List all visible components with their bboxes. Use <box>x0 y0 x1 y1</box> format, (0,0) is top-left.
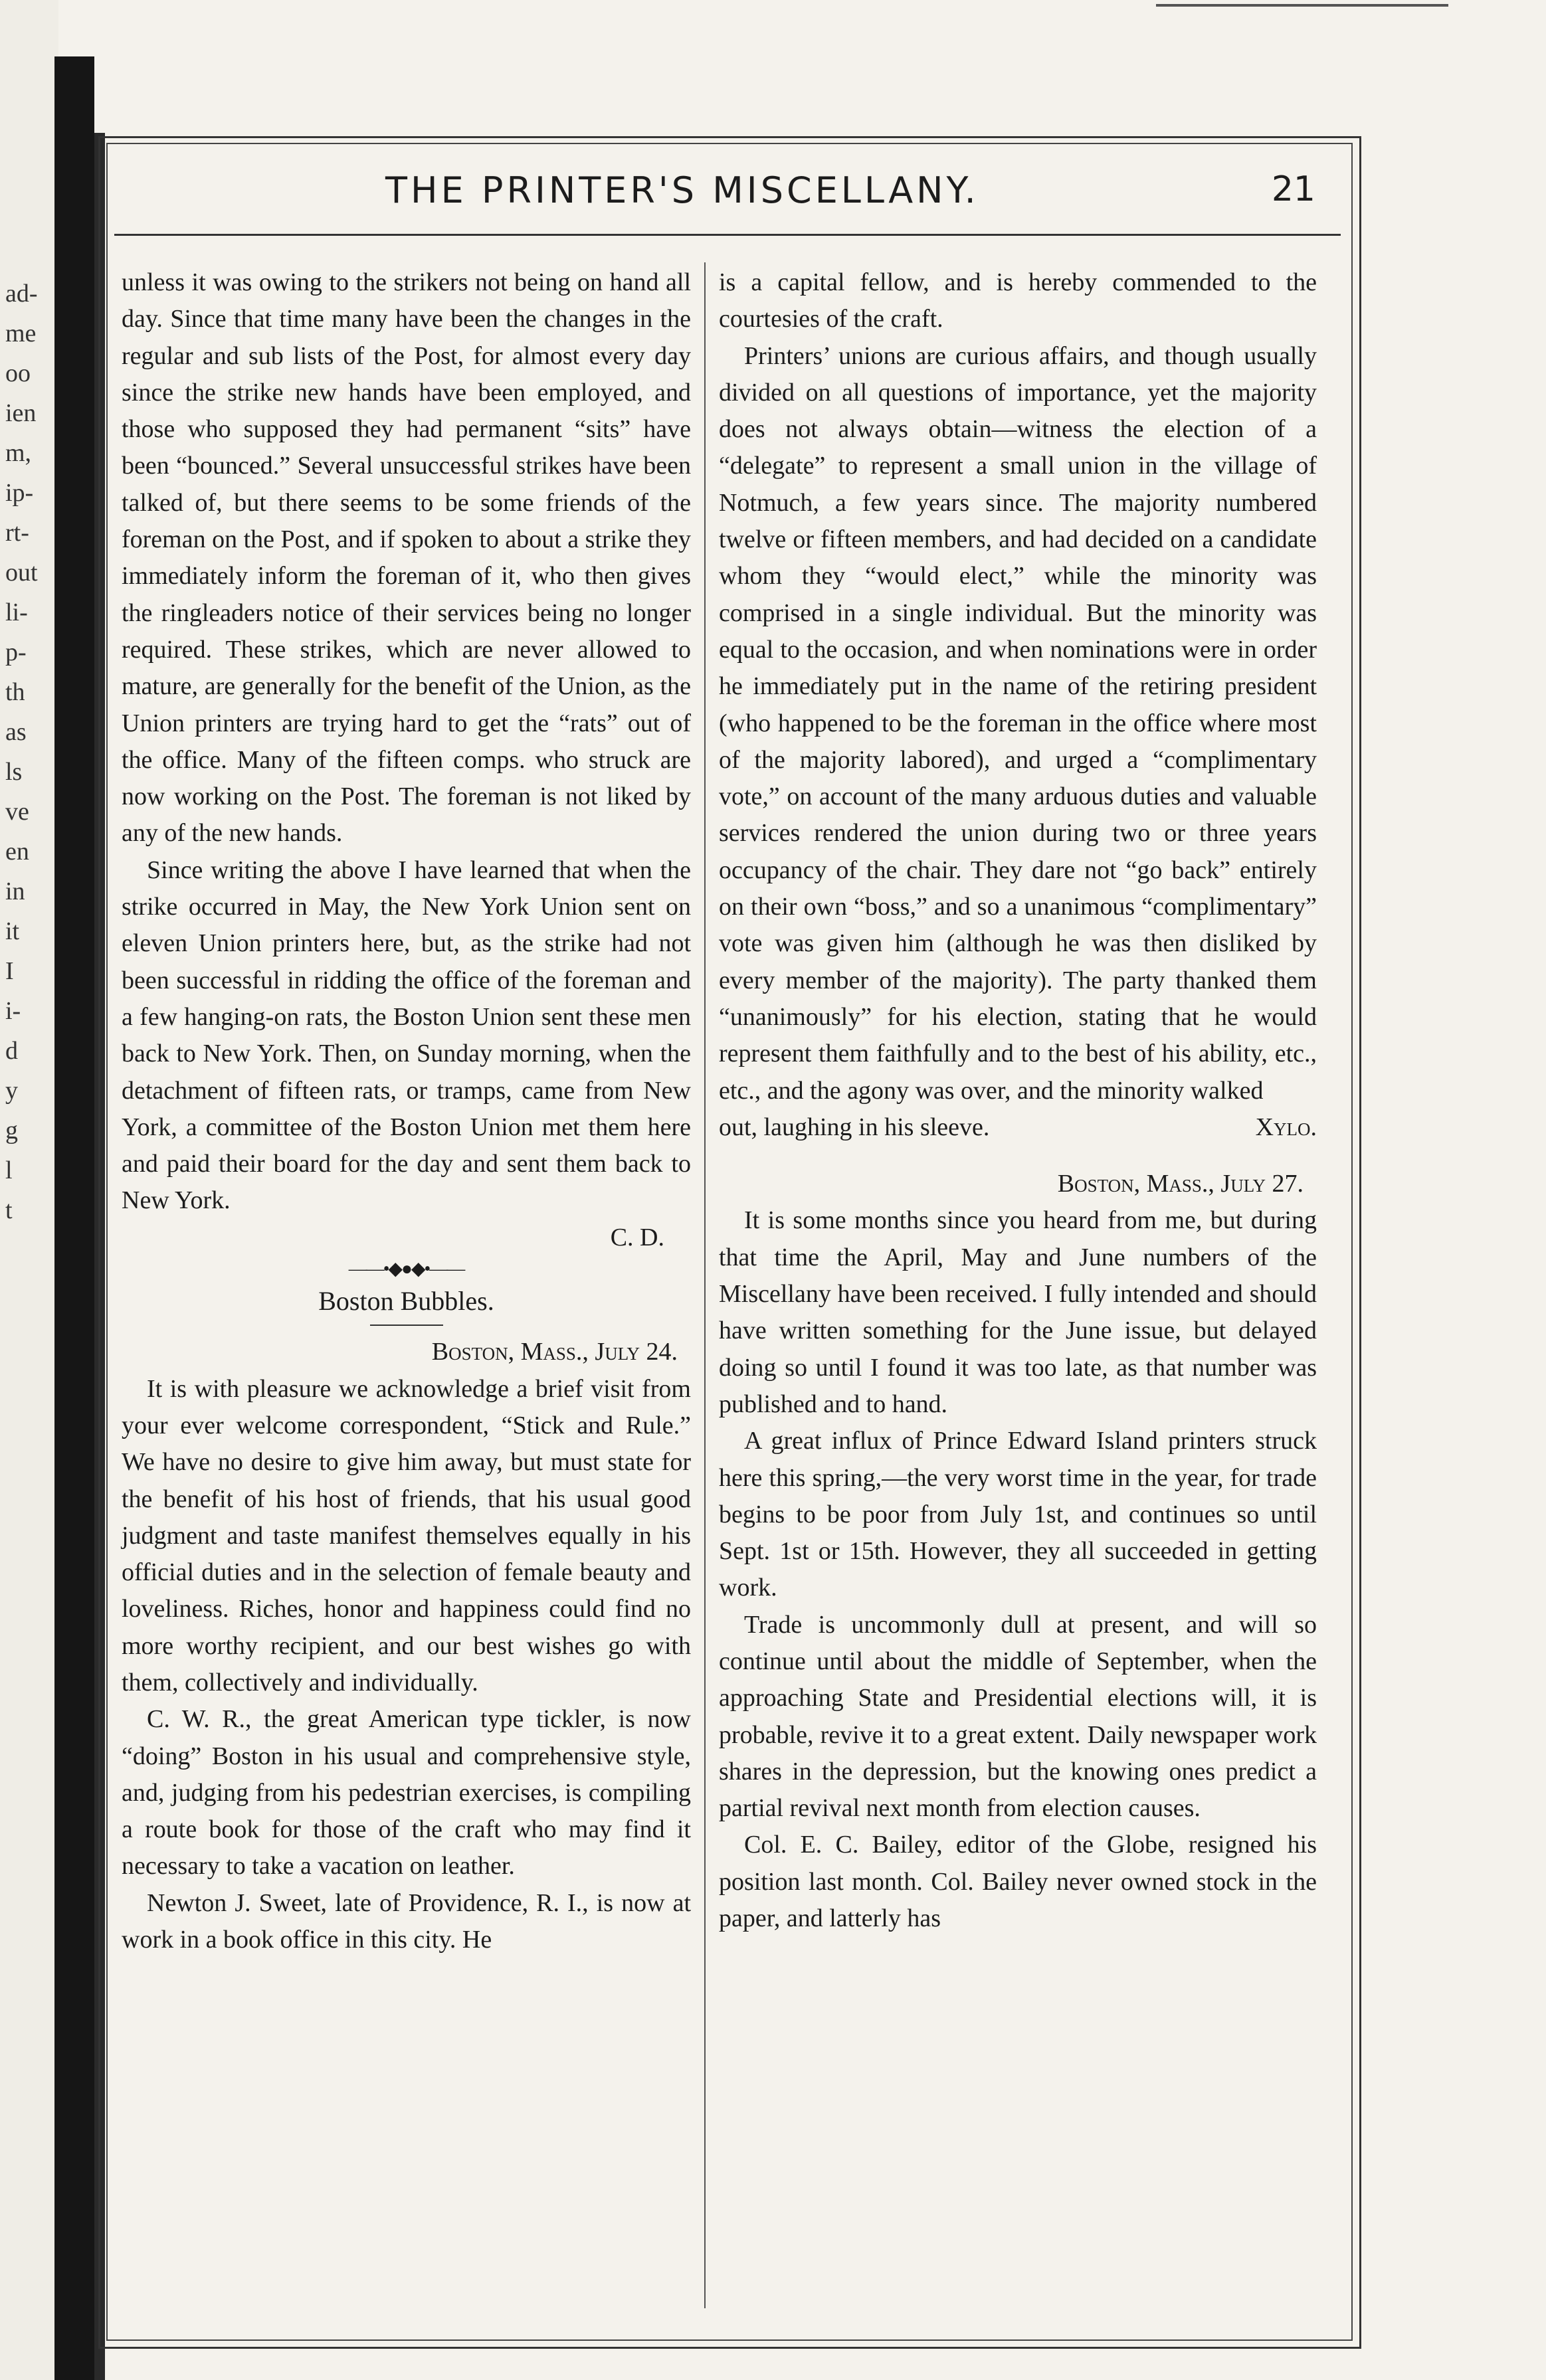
top-edge-rule <box>1156 4 1448 7</box>
margin-fragment: d <box>5 1037 18 1065</box>
paragraph: unless it was owing to the strikers not being on hand all day. Since that time many have been the changes in the regular and sub lists of the Post, for almost every day since the strike new hands have been employed, and those who supposed they had permanent “sits” have been “bounced.” Several unsuccessful strikes have been talked of, but there seems to be some friends of the foreman on the Post, and if spoken to about a strike they immediately inform the foreman of it, who then gives the ringleaders notice of their services being no longer required. These strikes, which are never allowed to mature, are generally for the benefit of the Union, as the Union printers are trying hard to get the “rats” out of the office. Many of the fifteen comps. who struck are now working on the Post. The foreman is not liked by any of the new hands. <box>122 268 691 848</box>
paragraph: Col. E. C. Bailey, editor of the Globe, resigned his position last month. Col. Bailey never owned stock in the paper, and latterly has <box>719 1831 1317 1933</box>
margin-fragment: as <box>5 718 27 746</box>
page-number: 21 <box>1271 169 1315 209</box>
spacer <box>719 1146 1317 1166</box>
margin-fragment: ad- <box>5 280 38 308</box>
margin-fragment: li- <box>5 598 28 626</box>
margin-fragment: en <box>5 838 29 866</box>
page-title: THE PRINTER'S MISCELLANY. <box>385 169 979 211</box>
paragraph: It is some months since you heard from me, but during that time the April, May and June numbers of the Miscellany have been received. I fully intended and should have written something for the June issue, but delayed doing so until I found it was too late, as that number was published and to hand. <box>719 1206 1317 1418</box>
binding-gutter <box>54 56 94 2380</box>
paragraph: Printers’ unions are curious affairs, and though usually divided on all questions of importance, yet the majority does not always obtain—witness the election of a “delegate” to represent a small union in the village of Notmuch, a few years since. The majority numbered twelve or fifteen members, and had decided on a candidate whom they “would elect,” while the minority was comprised in a single individual. But the minority was equal to the occasion, and when nominations were in order he immediately put in the name of the retiring president (who happened to be the foreman in the office where most of the majority labored), and urged a “complimentary vote,” on account of the many arduous duties and valuable services rendered the union during two or three years occupancy of the chair. They dare not “go back” entirely on their own “boss,” and so a unanimous “complimentary” vote was given him (although he was then disliked by every member of the majority). The party thanked them “unanimously” for his election, stating that he would represent them faithfully and to the best of his ability, etc., etc., and the agony was over, and the minority walked <box>719 341 1317 1105</box>
margin-fragment: it <box>5 917 20 945</box>
paragraph-end-with-signature <box>719 1109 1317 1146</box>
margin-fragment: th <box>5 678 25 706</box>
paragraph: is a capital fellow, and is hereby commended to the courtesies of the craft. <box>719 268 1317 333</box>
margin-fragment: out <box>5 559 38 587</box>
margin-fragment: ls <box>5 758 23 786</box>
section-heading: Boston Bubbles. <box>318 1286 494 1317</box>
margin-fragment: m, <box>5 439 32 467</box>
signature: C. D. <box>610 1223 664 1251</box>
paragraph: It is with pleasure we acknowledge a brief visit from your ever welcome correspondent, “Stick and Rule.” We have no desire to give him away, but must state for the benefit of his host of friends, that his usual good judgment and taste manifest themselves equally in his official duties and in the selection of female beauty and loveliness. Riches, honor and happiness could find no more worthy recipient, and our best wishes go with them, collectively and individually. <box>122 1374 691 1696</box>
margin-fragment: I <box>5 957 14 985</box>
ornament-divider: ——•◆●◆•—— <box>348 1259 464 1280</box>
left-column <box>122 264 691 1958</box>
running-header <box>106 169 1315 229</box>
margin-fragment: g <box>5 1117 18 1144</box>
margin-fragment: i- <box>5 997 21 1025</box>
margin-fragment: me <box>5 320 37 347</box>
margin-fragment: ien <box>5 399 37 427</box>
margin-fragment: ip- <box>5 479 34 507</box>
paragraph-last-line: out, laughing in his sleeve. <box>719 1113 990 1141</box>
dateline: Boston, Mass., July 24. <box>431 1338 678 1366</box>
paragraph: Trade is uncommonly dull at present, and will so continue until about the middle of September, when the approaching State and Presidential elections will, it is probable, revive it to a great extent. Daily newspaper work shares in the depression, but the knowing ones predict a partial revival next month from election causes. <box>719 1610 1317 1823</box>
margin-fragment: ve <box>5 798 29 826</box>
signature: Xylo. <box>1255 1113 1317 1141</box>
paragraph: Since writing the above I have learned that when the strike occurred in May, the New York Union sent on eleven Union printers here, but, as the strike had not been successful in ridding the office of the foreman and a few hanging-on rats, the Boston Union sent these men back to New York. Then, on Sunday morning, when the detachment of fifteen rats, or tramps, came from New York, a committee of the Boston Union met them here and paid their board for the day and sent them back to New York. <box>122 856 691 1215</box>
facing-page-margin <box>0 0 58 2380</box>
paragraph: A great influx of Prince Edward Island printers struck here this spring,—the very worst time in the year, for trade begins to be poor from July 1st, and continues so until Sept. 1st or 15th. However, they all succeeded in getting work. <box>719 1427 1317 1602</box>
paragraph: Newton J. Sweet, late of Providence, R. I., is now at work in a book office in this city. He <box>122 1888 691 1954</box>
dateline: Boston, Mass., July 27. <box>1057 1170 1304 1198</box>
margin-fragment: rt- <box>5 519 29 547</box>
margin-fragment: y <box>5 1077 18 1105</box>
short-rule <box>370 1325 443 1326</box>
margin-fragment: oo <box>5 359 31 387</box>
margin-fragment: l <box>5 1156 13 1184</box>
right-column <box>719 264 1317 1937</box>
margin-fragment: t <box>5 1196 13 1224</box>
margin-fragment: p- <box>5 638 27 666</box>
paragraph: C. W. R., the great American type tickler, is now “doing” Boston in his usual and comprehensive style, and, judging from his pedestrian exercises, is compiling a route book for those of the craft who may find it necessary to take a vacation on leather. <box>122 1705 691 1880</box>
column-divider <box>704 262 706 2308</box>
header-rule <box>114 234 1341 236</box>
margin-fragment: in <box>5 877 25 905</box>
